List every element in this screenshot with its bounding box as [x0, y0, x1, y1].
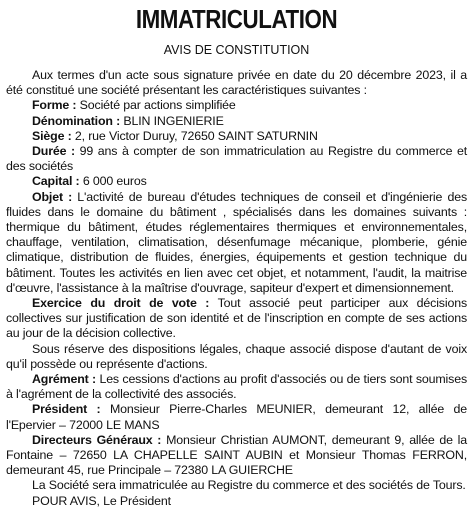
vote-paragraph	[6, 296, 467, 342]
vote-label: Exercice du droit de vote :	[32, 296, 210, 311]
objet-label: Objet :	[32, 189, 73, 204]
objet-value: L'activité de bureau d'études techniques de conseil et d'ingénierie des fluides dans le domaine du bâtiment , spécialisés dans les domaines suivants : thermique du bâtiment, études réglementaires thermiques et environnementales, chauffage, ventilation, climatisation, désenfumage mécanique, plomberie, génie climatique, distribution de fluides, énergies, équipements et gestion technique du bâtiment. Toutes les activités en lien avec cet objet, et notamment, l'audit, la maitrise d'œuvre, l'assistance à la maîtrise d'ouvrage, sapiteur d'expert et dimensionnement.	[6, 189, 467, 295]
dg-value: Monsieur Christian AUMONT, demeurant 9, allée de la Fontaine – 72650 LA CHAPELLE SAINT AUBIN et Monsieur Thomas FERRON, demeurant 45, rue Principale – 72380 LA GUIERCHE	[6, 432, 467, 478]
president-label: Président :	[32, 402, 101, 417]
vote-value: Tout associé peut participer aux décisions collectives sur justification de son identité et de l'inscription en compte de ses actions au jour de la décision collective.	[6, 296, 467, 341]
president-value: Monsieur Pierre-Charles MEUNIER, demeurant 12, allée de l'Epervier – 72000 LE MANS	[6, 402, 467, 432]
notice-subtitle: AVIS DE CONSTITUTION	[163, 43, 310, 57]
agrement-value: Les cessions d'actions au profit d'associés ou de tiers sont soumises à l'agrément de la collectivité des associés.	[6, 372, 467, 402]
denomination-line	[6, 114, 467, 129]
intro-paragraph: Aux termes d'un acte sous signature privée en date du 20 décembre 2023, il a été constitué une société présentant les caractéristiques suivantes :	[6, 68, 467, 98]
reserve-paragraph: Sous réserve des dispositions légales, chaque associé dispose d'autant de voix qu'il possède ou représente d'actions.	[6, 341, 467, 371]
denomination-label: Dénomination :	[32, 113, 121, 128]
dg-paragraph	[6, 433, 467, 479]
president-paragraph	[6, 402, 467, 432]
duree-label: Durée :	[32, 144, 76, 159]
objet-paragraph	[6, 190, 467, 296]
duree-value: 99 ans à compter de son immatriculation au Registre du commerce et des sociétés	[6, 144, 468, 174]
siege-label: Siège :	[32, 128, 72, 143]
forme-label: Forme :	[32, 98, 77, 113]
denomination-value: BLIN INGENIERIE	[120, 113, 224, 128]
signature-line: POUR AVIS, Le Président	[32, 493, 171, 508]
capital-value: 6 000 euros	[79, 174, 147, 189]
capital-line	[6, 174, 467, 189]
capital-label: Capital :	[32, 174, 80, 189]
siege-line	[6, 129, 467, 144]
notice-title: IMMATRICULATION	[135, 4, 338, 34]
forme-value: Société par actions simplifiée	[76, 98, 236, 113]
registre-line: La Société sera immatriculée au Registre du commerce et des sociétés de Tours.	[32, 478, 466, 493]
forme-line	[6, 98, 467, 113]
agrement-paragraph	[6, 372, 467, 402]
siege-value: 2, rue Victor Duruy, 72650 SAINT SATURNIN	[71, 128, 318, 143]
dg-label: Directeurs Généraux :	[32, 432, 162, 447]
duree-line	[6, 144, 467, 174]
notice-body	[6, 68, 467, 509]
agrement-label: Agrément :	[32, 372, 97, 387]
